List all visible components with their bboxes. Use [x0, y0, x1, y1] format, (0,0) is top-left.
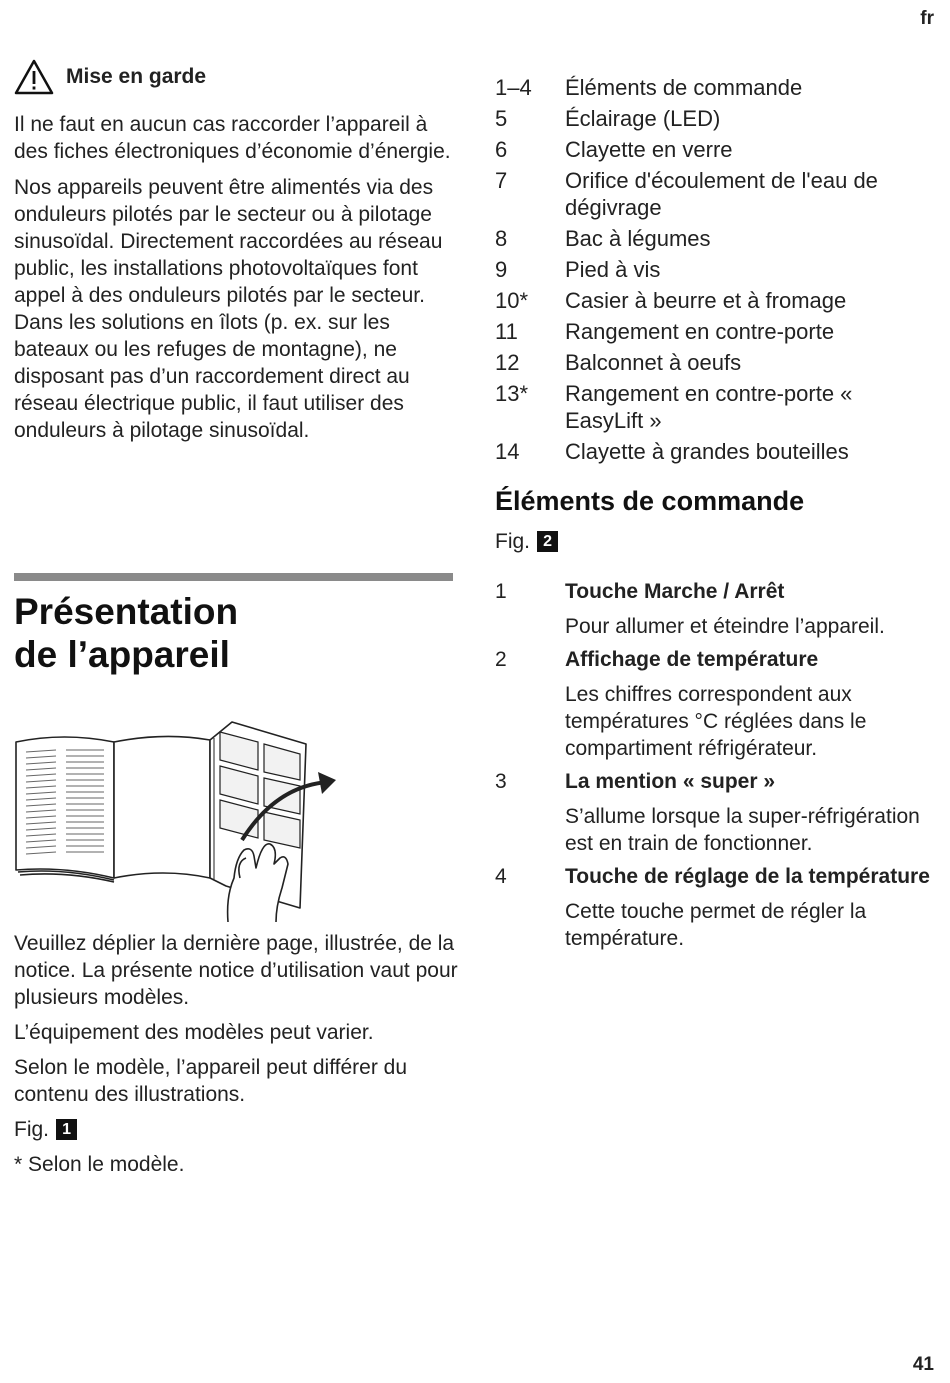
control-description: Cette touche permet de régler la température. [565, 900, 867, 950]
control-title: Touche de réglage de la température [565, 865, 930, 888]
control-title: Affichage de température [565, 648, 819, 671]
control-title: La mention « super » [565, 770, 776, 793]
item-number: 11 [495, 319, 518, 344]
item-number: 8 [495, 226, 508, 251]
foldout-manual-illustration [14, 718, 336, 923]
item-number: 12 [495, 350, 520, 375]
list-item [495, 105, 935, 132]
control-item [495, 768, 935, 857]
figure-number-badge: 1 [56, 1119, 77, 1140]
control-item [495, 646, 935, 762]
section-title-line: Présentation [14, 591, 239, 632]
control-title: Touche Marche / Arrêt [565, 580, 785, 603]
list-item [495, 287, 935, 314]
list-item [495, 225, 935, 252]
figure-label: Fig. [14, 1118, 50, 1141]
intro-paragraph: Selon le modèle, l’appareil peut différer du contenu des illustrations. [14, 1056, 408, 1106]
item-number: 5 [495, 106, 508, 131]
item-label: Éléments de commande [565, 75, 803, 100]
figure-reference [14, 1116, 459, 1143]
parts-list [495, 74, 935, 469]
item-number: 1–4 [495, 75, 532, 100]
item-label: Clayette en verre [565, 137, 733, 162]
controls-list [495, 578, 935, 958]
list-item [495, 256, 935, 283]
language-label: fr [920, 8, 934, 29]
item-label: Balconnet à oeufs [565, 350, 742, 375]
section-title-line: de l’appareil [14, 634, 230, 675]
list-item [495, 167, 935, 221]
item-number: 14 [495, 439, 520, 464]
warning-title: Mise en garde [66, 65, 207, 88]
section-intro [14, 930, 459, 1178]
item-label: Rangement en contre-porte [565, 319, 835, 344]
controls-heading: Éléments de commande [495, 486, 805, 516]
control-description: Pour allumer et éteindre l’appareil. [565, 615, 885, 638]
warning-paragraph: Il ne faut en aucun cas raccorder l’appareil à des fiches électroniques d’économie d’énergie. [14, 113, 451, 163]
control-item [495, 578, 935, 640]
item-number: 3 [495, 770, 507, 793]
intro-paragraph: Veuillez déplier la dernière page, illustrée, de la notice. La présente notice d’utilisation vaut pour plusieurs modèles. [14, 932, 458, 1009]
list-item [495, 438, 935, 465]
section-divider [14, 573, 453, 581]
item-number: 2 [495, 648, 507, 671]
item-number: 6 [495, 137, 508, 162]
item-label: Éclairage (LED) [565, 106, 721, 131]
warning-triangle-icon [14, 59, 54, 95]
list-item [495, 349, 935, 376]
item-number: 10* [495, 288, 529, 313]
footnote: * Selon le modèle. [14, 1153, 185, 1176]
item-number: 7 [495, 168, 508, 193]
item-label: Bac à légumes [565, 226, 711, 251]
list-item [495, 318, 935, 345]
figure-number-badge: 2 [537, 531, 558, 552]
control-description: Les chiffres correspondent aux températures °C réglées dans le compartiment réfrigérateur. [565, 683, 867, 760]
list-item [495, 380, 935, 434]
item-label: Casier à beurre et à fromage [565, 288, 847, 313]
control-description: S’allume lorsque la super-réfrigération est en train de fonctionner. [565, 805, 920, 855]
warning-heading [14, 59, 206, 95]
page-number: 41 [912, 1354, 934, 1375]
intro-paragraph: L’équipement des modèles peut varier. [14, 1021, 374, 1044]
figure-reference [495, 528, 558, 555]
item-label: Pied à vis [565, 257, 661, 282]
section-title [14, 590, 454, 676]
list-item [495, 136, 935, 163]
warning-text [14, 111, 459, 444]
item-number: 4 [495, 865, 507, 888]
control-item [495, 863, 935, 952]
figure-label: Fig. [495, 530, 531, 553]
item-label: Clayette à grandes bouteilles [565, 439, 849, 464]
list-item [495, 74, 935, 101]
item-number: 1 [495, 580, 507, 603]
warning-paragraph: Nos appareils peuvent être alimentés via des onduleurs pilotés par le secteur ou à pilotage sinusoïdal. Directement raccordées au réseau public, les installations photovoltaïques font appel à des onduleurs pilotés par le secteur. Dans les solutions en îlots (p. ex. sur les bateaux ou les refuges de montagne), ne disposant pas d’un raccordement direct au réseau électrique public, il faut utiliser des onduleurs à pilotage sinusoïdal. [14, 176, 443, 442]
item-number: 13* [495, 381, 529, 406]
item-label: Orifice d'écoulement de l'eau de dégivrage [565, 168, 878, 220]
item-number: 9 [495, 257, 508, 282]
item-label: Rangement en contre-porte « EasyLift » [565, 381, 853, 433]
